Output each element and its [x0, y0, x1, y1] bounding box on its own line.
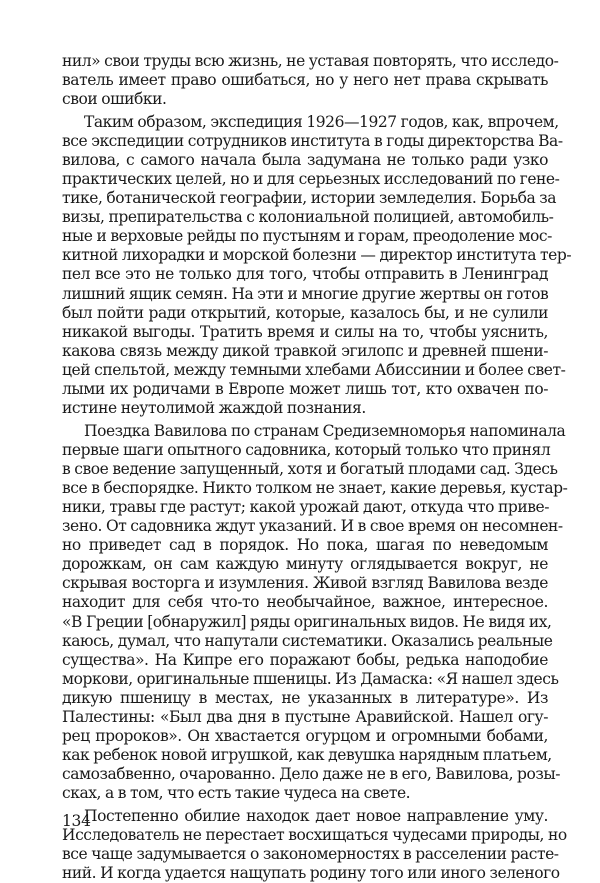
text-line: китной лихорадки и морской болезни — директор института тер-: [62, 246, 572, 265]
text-line: все в беспорядке. Никто толком не знает, какие деревья, кустар-: [62, 478, 568, 497]
text-line: лыми их родичами в Европе может лишь тот, кто охвачен по-: [62, 379, 548, 398]
page-text: [62, 52, 572, 883]
text-line: все экспедиции сотрудников института в годы директорства Ва-: [62, 131, 563, 150]
text-line: Исследователь не перестает восхищаться чудесами природы, но: [62, 825, 567, 844]
paragraph-1: [62, 52, 559, 109]
text-line: «В Греции [обнаружил] ряды оригинальных видов. Не видя их,: [62, 612, 552, 631]
text-line: вилова, с самого начала была задумана не только ради узко: [62, 150, 548, 169]
text-line: визы, препирательства с колониальной полицией, автомобиль-: [62, 208, 554, 227]
text-line: цей спельтой, между темными хлебами Абиссинии и более свет-: [62, 360, 566, 379]
text-line: Поездка Вавилова по странам Средиземноморья напоминала: [84, 421, 566, 440]
text-line: находит для себя что-то необычайное, важное, интересное.: [62, 593, 548, 612]
text-line: Постепенно обилие находок дает новое направление уму.: [84, 806, 548, 825]
text-line: нил» свои труды всю жизнь, не уставая повторять, что исследо-: [62, 52, 559, 70]
text-line: свои ошибки.: [62, 90, 167, 109]
text-line: существа». На Кипре его поражают бобы, редька наподобие: [62, 650, 548, 669]
text-line: дикую пшеницу в местах, не указанных в литературе». Из: [62, 688, 548, 707]
text-line: зено. От садовника ждут указаний. И в свое время он несомнен-: [62, 517, 563, 536]
text-line: как ребенок новой игрушкой, как девушка нарядным платьем,: [62, 746, 552, 765]
text-line: ные и верховые рейды по пустыням и горам, преодоление мос-: [62, 227, 552, 246]
text-line: скрывая восторга и изумления. Живой взгляд Вавилова везде: [62, 574, 548, 593]
text-line: самозабвенно, очарованно. Дело даже не в его, Вавилова, розы-: [62, 765, 561, 784]
text-line: никакой выгоды. Тратить время и силы на то, чтобы уяснить,: [62, 322, 548, 341]
paragraph-3: [62, 421, 568, 804]
text-line: сках, а в том, что есть такие чудеса на свете.: [62, 784, 411, 803]
paragraph-2: [62, 112, 572, 419]
paragraph-4: [62, 806, 567, 883]
text-line: ники, травы где растут; какой урожай дают, откуда что приве-: [62, 497, 550, 516]
text-line: тике, ботанической географии, истории земледелия. Борьба за: [62, 189, 557, 208]
text-line: был пойти ради открытий, которые, казалось бы, и не сулили: [62, 303, 548, 322]
text-line: первые шаги опытного садовника, который только что принял: [62, 440, 551, 459]
text-line: ватель имеет право ошибаться, но у него нет права скрывать: [62, 71, 548, 90]
text-line: но приведет сад в порядок. Но пока, шагая по неведомым: [62, 536, 548, 555]
text-line: все чаще задумывается о закономерностях в расселении расте-: [62, 845, 559, 864]
text-line: моркови, оригинальные пшеницы. Из Дамаска: «Я нашел здесь: [62, 669, 559, 688]
text-line: истине неутолимой жаждой познания.: [62, 399, 366, 418]
text-line: ний. И когда удается нащупать родину того или иного зеленого: [62, 864, 560, 883]
text-line: Таким образом, экспедиция 1926—1927 годов, как, впрочем,: [84, 112, 559, 131]
text-line: в свое ведение запущенный, хотя и богатый плодами сад. Здесь: [62, 459, 558, 478]
text-line: какова связь между дикой травкой эгилопс и древней пшени-: [62, 341, 548, 360]
page-number: 134: [62, 812, 91, 830]
text-line: пел все это не только для того, чтобы отправить в Ленинград: [62, 265, 548, 284]
text-line: рец пророков». Он хвастается огурцом и огромными бобами,: [62, 727, 548, 746]
text-line: дорожкам, он сам каждую минуту оглядывается вокруг, не: [62, 555, 548, 574]
text-line: Палестины: «Был два дня в пустыне Аравийской. Нашел огу-: [62, 707, 548, 726]
text-line: практических целей, но и для серьезных исследований по гене-: [62, 169, 560, 188]
text-line: лишний ящик семян. На эти и многие другие жертвы он готов: [62, 284, 549, 303]
text-line: каюсь, думал, что напутали систематики. Оказались реальные: [62, 631, 553, 650]
